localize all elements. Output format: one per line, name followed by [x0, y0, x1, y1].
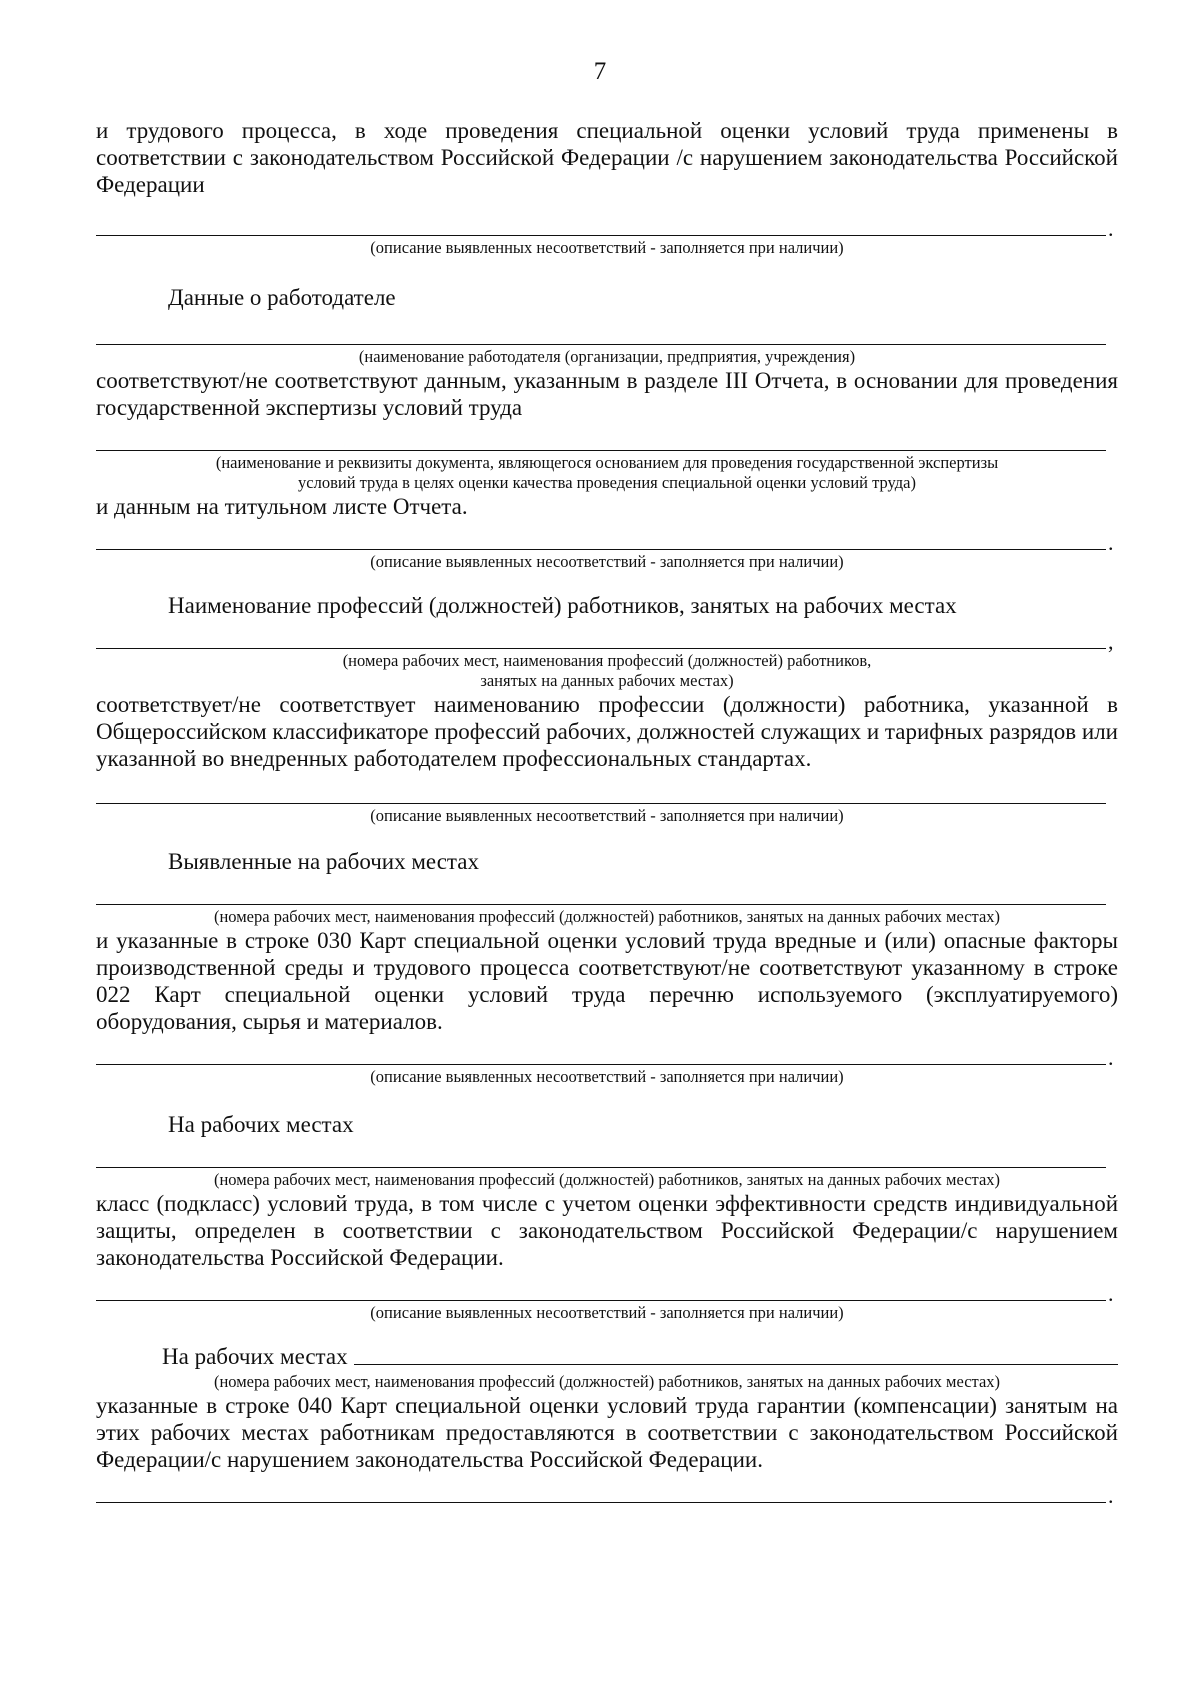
workplaces-inline-row — [96, 1343, 1118, 1370]
mismatch-note: (описание выявленных несоответствий - заполняется при наличии) — [370, 1067, 844, 1086]
mismatch-note: (описание выявленных несоответствий - заполняется при наличии) — [370, 1303, 844, 1322]
mismatch-note: (описание выявленных несоответствий - заполняется при наличии) — [370, 806, 844, 825]
class-paragraph: класс (подкласс) условий труда, в том числе с учетом оценки эффективности средств индивидуальной защиты, определен в соответствии с законодательством Российской Федерации/с нарушением законодательства Российской Федерации. — [96, 1191, 1118, 1270]
document-note-line-1: (наименование и реквизиты документа, являющегося основанием для проведения государственной экспертизы — [215, 453, 999, 472]
workplaces-note: (номера рабочих мест, наименования профессий (должностей) работников, занятых на данных рабочих местах) — [213, 1372, 1001, 1391]
fill-line — [96, 421, 1118, 451]
fill-line: . — [96, 520, 1118, 550]
employer-paragraph: соответствуют/не соответствуют данным, указанным в разделе III Отчета, в основании для проведения государственной экспертизы условий труда — [96, 368, 1118, 420]
workplaces-note: (номера рабочих мест, наименования профессий (должностей) работников, занятых на данных рабочих местах) — [213, 1170, 1001, 1189]
fill-line: . — [96, 1271, 1118, 1301]
workplaces-note-line-1: (номера рабочих мест, наименования профессий (должностей) работников, — [342, 651, 872, 670]
fill-line: , — [96, 619, 1118, 649]
identified-heading: Выявленные на рабочих местах — [168, 849, 479, 874]
document-body — [96, 117, 1118, 1508]
professions-paragraph: соответствует/не соответствует наименованию профессии (должности) работника, указанной в Общероссийском классификаторе профессий рабочих, должностей служащих и тарифных разрядов или указанной во внедренных работодателем профессиональных стандартах. — [96, 692, 1118, 771]
fill-line: . — [96, 206, 1118, 236]
fill-line — [96, 875, 1118, 905]
fill-line — [96, 774, 1118, 804]
intro-paragraph: и трудового процесса, в ходе проведения специальной оценки условий труда применены в соответствии с законодательством Российской Федерации /с нарушением законодательства Российской Федерации — [96, 118, 1118, 197]
workplaces-heading-inline: На рабочих местах — [162, 1344, 348, 1369]
document-note-line-2: условий труда в целях оценки качества проведения специальной оценки условий труда) — [298, 473, 916, 492]
fill-line: . — [96, 1035, 1118, 1065]
guarantees-paragraph: указанные в строке 040 Карт специальной оценки условий труда гарантии (компенсации) занятым на этих рабочих местах работникам предоставляются в соответствии с законодательством Российской Федерации/с нарушением законодательства Российской Федерации. — [96, 1393, 1118, 1472]
page-number: 7 — [593, 58, 607, 85]
fill-line: . — [96, 1473, 1118, 1503]
mismatch-note: (описание выявленных несоответствий - заполняется при наличии) — [370, 552, 844, 571]
fill-line — [96, 315, 1118, 345]
factors-paragraph: и указанные в строке 030 Карт специальной оценки условий труда вредные и (или) опасные факторы производственной среды и трудового процесса соответствуют/не соответствуют указанному в строке 022 Карт специальной оценки условий труда перечню используемого (эксплуатируемого) оборудования, сырья и материалов. — [96, 928, 1118, 1034]
title-page-paragraph: и данным на титульном листе Отчета. — [96, 494, 468, 519]
employer-note: (наименование работодателя (организации, предприятия, учреждения) — [358, 347, 856, 366]
professions-heading: Наименование профессий (должностей) работников, занятых на рабочих местах — [168, 593, 957, 618]
workplaces-note: (номера рабочих мест, наименования профессий (должностей) работников, занятых на данных рабочих местах) — [213, 907, 1001, 926]
mismatch-note: (описание выявленных несоответствий - заполняется при наличии) — [370, 238, 844, 257]
workplaces-note-line-2: занятых на данных рабочих местах) — [480, 671, 734, 690]
workplaces-heading: На рабочих местах — [168, 1112, 354, 1137]
fill-line — [96, 1138, 1118, 1168]
employer-heading: Данные о работодателе — [168, 285, 396, 310]
